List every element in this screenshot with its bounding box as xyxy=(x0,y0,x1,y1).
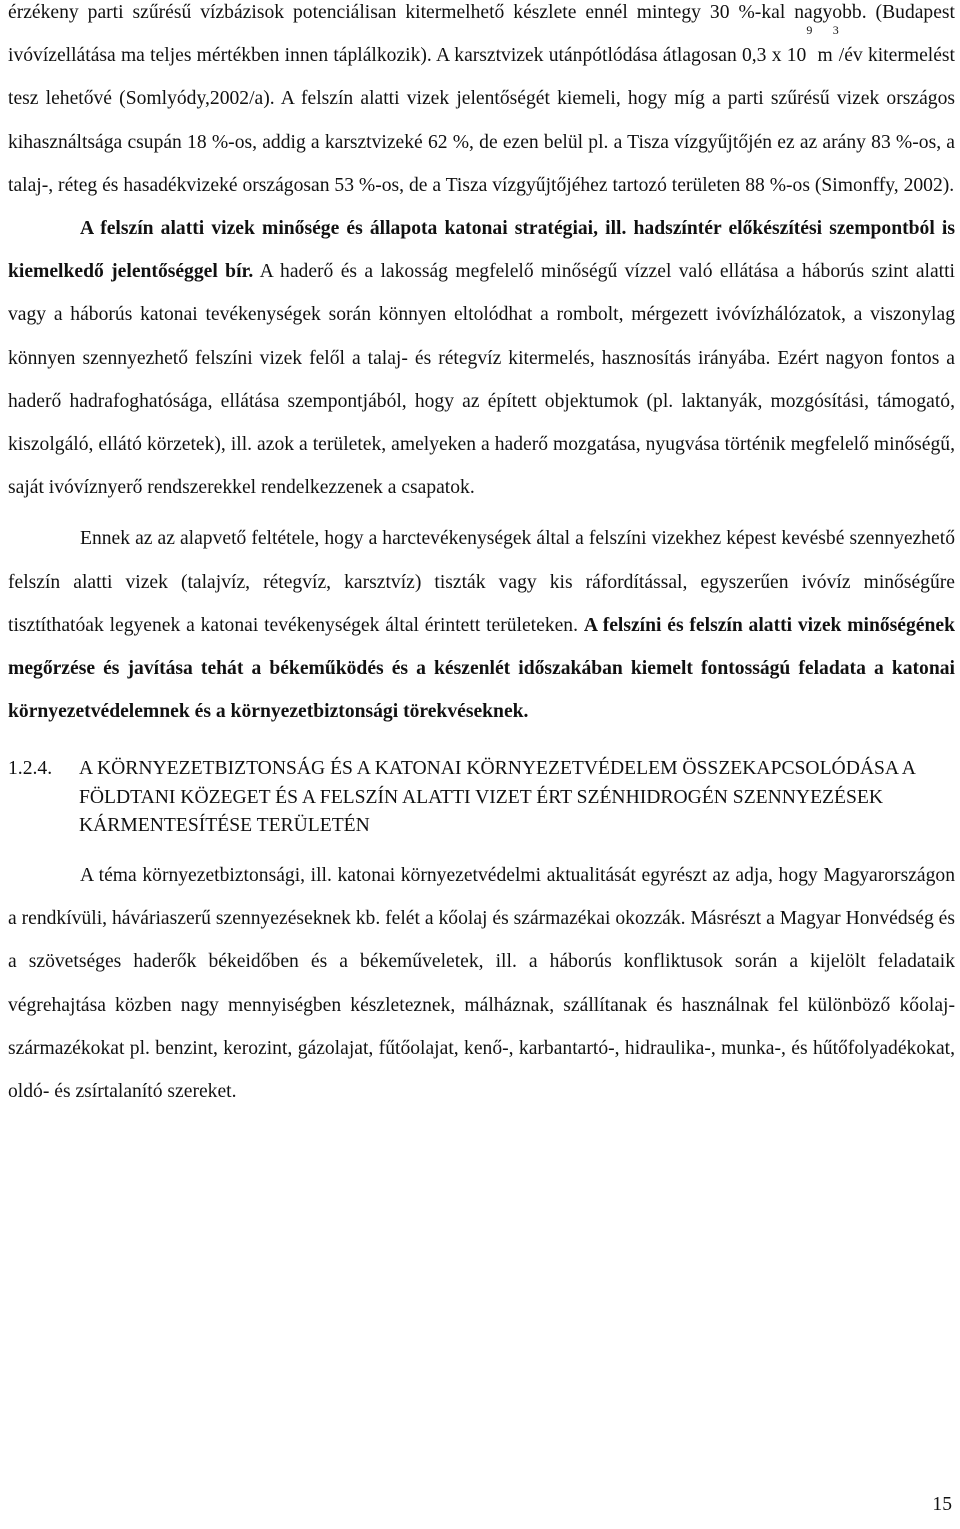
paragraph-precondition xyxy=(8,517,955,733)
text-span: A haderő és a lakosság megfelelő minőségű vízzel való ellátása a háborús szint alatti vagy a háborús katonai tevékenységek során könnyen eltolódhat a rombolt, mérgezett ivóvízhálózatok, a viszonylag könnyen szennyezhető felszíni vizek felől a talaj- és rétegvíz kitermelés, hasznosítás irányába. Ezért nagyon fontos a haderő hadrafoghatósága, ellátása szempontjából, hogy az épített objektumok (pl. laktanyák, mozgósítási, támogató, kiszolgáló, ellátó körzetek), ill. azok a területek, amelyeken a haderő mozgatása, nyugvása történik megfelelő minőségű, saját ivóvíznyerő rendszerekkel rendelkezzenek a csapatok. xyxy=(8,261,956,499)
text-span: Ennek az az alapvető feltétele, hogy a harctevékenységek által a felszíni vizekhez képest kevésbé szennyezhető felszín alatti vizek (talajvíz, rétegvíz, karsztvíz) tiszták vagy kis ráfordítással, egyszerűen ivóvíz minőségűre tisztíthatóak legyenek a katonai tevékenységek által érintett területeken. xyxy=(8,528,955,636)
text-span: /év kitermelést tesz lehetővé (Somlyódy,2002/a). A felszín alatti vizek jelentőségét kiemeli, hogy míg a parti szűrésű vizek országos kihasználtsága csupán 18 %-os, addig a karsztvizeké 62 %, de ezen belül pl. a Tisza vízgyűjtőjén ez az arány 83 %-os, a talaj-, réteg és hasadékvizeké országosan 53 %-os, de a Tisza vízgyűjtőjéhez tartozó területen 88 %-os (Simonffy, 2002). xyxy=(8,45,955,196)
section-heading xyxy=(8,755,955,841)
paragraph-topic-relevance: A téma környezetbiztonsági, ill. katonai környezetvédelmi aktualitását egyrészt az adja, hogy Magyarországon a rendkívüli, háváriaszerű szennyezéseknek kb. felét a kőolaj és származékai okozzák. Másrészt a Magyar Honvédség és a szövetséges haderők békeidőben és a békeműveletek, ill. a háborús konfliktusok során a kijelölt feladataik végrehajtása közben nagy mennyiségben készleteznek, málháznak, szállítanak és használnak fel különböző kőolaj-származékokat pl. benzint, kerozint, gázolajat, fűtőolajat, kenő-, karbantartó-, hidraulika-, munka-, és hűtőfolyadékokat, oldó- és zsírtalanító szereket. xyxy=(8,864,955,1102)
paragraph-water-reserves xyxy=(8,0,955,207)
superscript: 9 xyxy=(806,23,813,38)
text-span: m xyxy=(812,45,833,67)
document-page xyxy=(8,0,955,1113)
text-span: érzékeny parti szűrésű vízbázisok potenciálisan kitermelhető készlete ennél mintegy 30 %-kal nagyobb. (Budapest ivóvízellátása ma teljes mértékben innen táplálkozik). A karsztvizek utánpótlódása átlagosan 0,3 x 10 xyxy=(8,2,955,67)
page-number: 15 xyxy=(932,1494,952,1515)
section-title: A KÖRNYEZETBIZTONSÁG ÉS A KATONAI KÖRNYEZETVÉDELEM ÖSSZEKAPCSOLÓDÁSA A FÖLDTANI KÖZEGET ÉS A FELSZÍN ALATTI VIZET ÉRT SZÉNHIDROGÉN SZENNYEZÉSEK KÁRMENTESÍTÉSE TERÜLETÉN xyxy=(79,758,915,837)
section-number: 1.2.4. xyxy=(8,758,53,780)
superscript: 3 xyxy=(832,23,839,38)
bold-text: A felszíni és felszín alatti vizek minőségének megőrzése és javítása tehát a békeműködés és a készenlét időszakában kiemelt fontosságú feladata a katonai környezetvédelemnek és a környezetbiztonsági törekvéseknek. xyxy=(8,614,955,723)
bold-text: A felszín alatti vizek minősége és állapota katonai stratégiai, ill. hadszíntér előkészítési szempontból is kiemelkedő jelentőséggel bír. xyxy=(8,218,955,283)
paragraph-military-strategic xyxy=(8,207,955,509)
